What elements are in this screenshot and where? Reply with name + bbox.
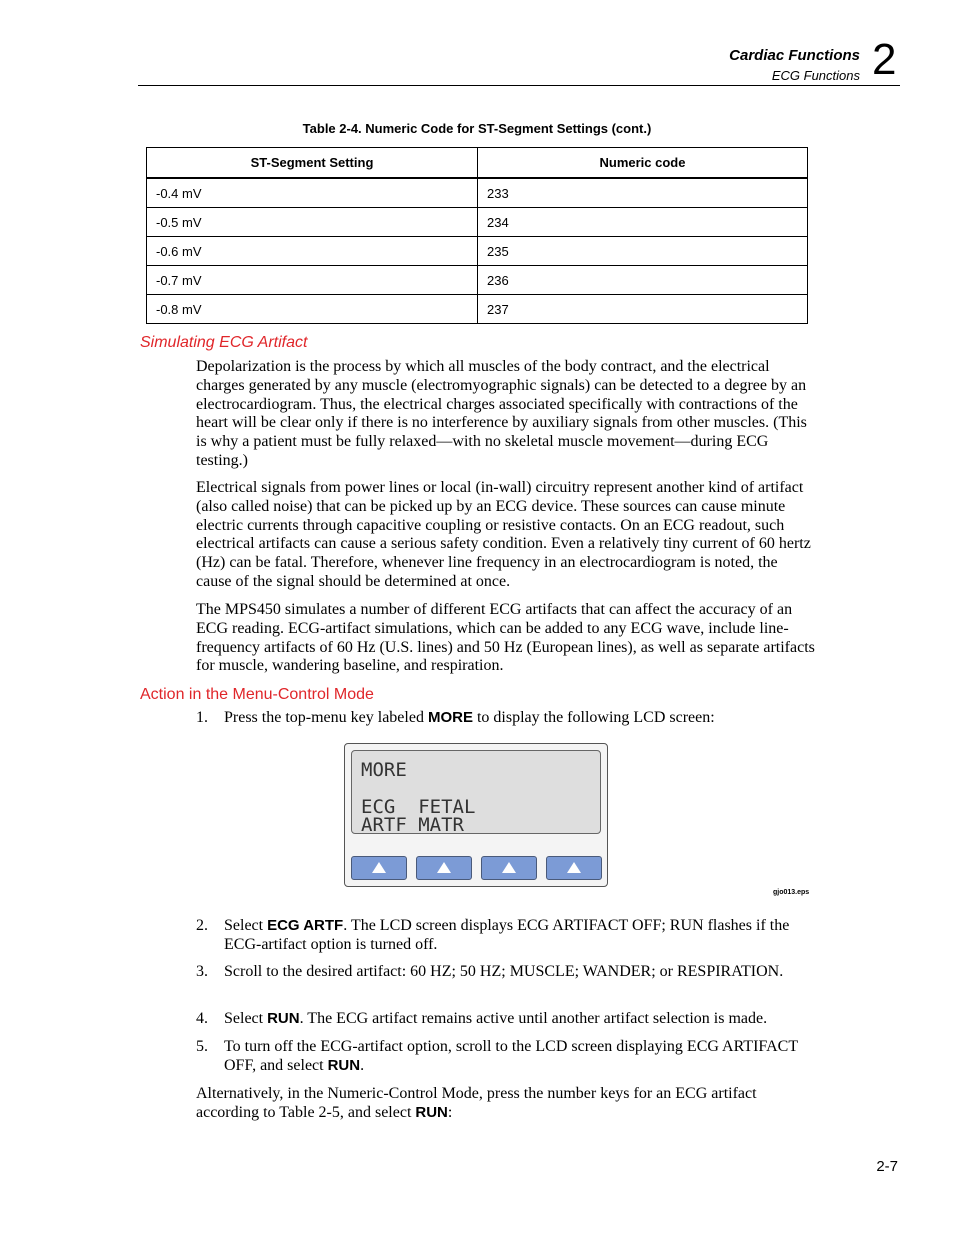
figure-id: gjo013.eps <box>773 889 810 896</box>
lcd-panel <box>344 743 608 887</box>
key-label-run: RUN <box>267 1010 300 1027</box>
table-cell-setting: -0.6 mV <box>147 237 478 266</box>
table-header-row <box>147 148 808 179</box>
table-caption: Table 2-4. Numeric Code for ST-Segment Settings (cont.) <box>302 121 652 136</box>
arrow-up-icon <box>437 862 451 873</box>
step-text: Select <box>224 1010 268 1027</box>
table-row <box>147 295 808 324</box>
key-label-ecg-artf: ECG ARTF <box>267 917 344 934</box>
paragraph-text: Alternatively, in the Numeric-Control Mode, press the number keys for an ECG artifact according to Table 2-5, and select <box>196 1085 757 1121</box>
step-1 <box>196 709 816 728</box>
column-header-setting: ST-Segment Setting <box>147 148 478 179</box>
key-label-more: MORE <box>427 709 473 726</box>
table-row <box>147 266 808 295</box>
chapter-number: 2 <box>872 35 897 84</box>
step-text: To turn off the ECG-artifact option, scroll to the LCD screen displaying ECG ARTIFACT OFF, and select <box>224 1038 798 1074</box>
step-text: to display the following LCD screen: <box>472 709 715 726</box>
step-text: Select <box>224 917 268 934</box>
softkey-4-button[interactable] <box>546 856 602 880</box>
key-label-run: RUN <box>327 1056 361 1074</box>
table-cell-setting: -0.8 mV <box>147 295 478 324</box>
table-cell-setting: -0.5 mV <box>147 208 478 237</box>
paragraph-text: : <box>447 1103 453 1121</box>
step-2 <box>196 917 816 955</box>
paragraph-depolarization: Depolarization is the process by which all muscles of the body contract, and the electrical charges generated by any muscle (electromyographic signals) can be detected to a degree by an electrocardiogram. Thus, the electrical charges associated specifically with contractions of the heart will be clear only if there is no interference by auxiliary signals from other muscles. (This is why a patient must be fully relaxed—with no skeletal muscle movement—during ECG testing.) <box>196 358 807 469</box>
table-cell-code: 234 <box>478 208 808 237</box>
paragraph-electrical-signals: Electrical signals from power lines or local (in-wall) circuitry represent another kind of artifact (also called noise) that can be picked up by an ECG device. These sources can cause minute electric currents through capacitive coupling or resistive contacts. On an ECG readout, such electrical artifacts can cause a serious safety condition. Even a relatively tiny current of 60 hertz (Hz) can be fatal. Therefore, whenever line frequency in an electrocardiogram is noted, the cause of the signal should be determined at once. <box>196 479 811 590</box>
table-cell-setting: -0.4 mV <box>147 178 478 208</box>
step-text: Scroll to the desired artifact: 60 HZ; 50 HZ; MUSCLE; WANDER; or RESPIRATION. <box>224 963 784 980</box>
table-row <box>147 208 808 237</box>
step-number: 5. <box>196 1038 208 1055</box>
step-5 <box>196 1038 816 1076</box>
paragraph-alternatively <box>196 1085 816 1123</box>
lcd-line-1: MORE <box>361 759 407 781</box>
table-row <box>147 237 808 266</box>
step-3 <box>196 963 816 982</box>
step-text: . The ECG artifact remains active until another artifact selection is made. <box>299 1010 768 1027</box>
step-4 <box>196 1010 816 1029</box>
lcd-screen <box>351 750 601 834</box>
key-label-run: RUN <box>415 1103 448 1121</box>
arrow-up-icon <box>567 862 581 873</box>
header-rule <box>138 85 900 86</box>
table-row <box>147 178 808 208</box>
lcd-line-3: ECG FETAL <box>361 796 476 818</box>
table-cell-code: 235 <box>478 237 808 266</box>
st-segment-table <box>146 147 808 324</box>
step-text: . <box>360 1056 365 1074</box>
section-heading: Simulating ECG Artifact <box>140 334 308 351</box>
step-number: 3. <box>196 963 208 980</box>
softkey-2-button[interactable] <box>416 856 472 880</box>
step-text: . The LCD screen displays ECG ARTIFACT OFF; RUN flashes if the ECG-artifact option is turned off. <box>224 917 790 953</box>
arrow-up-icon <box>372 862 386 873</box>
table-cell-code: 237 <box>478 295 808 324</box>
softkey-1-button[interactable] <box>351 856 407 880</box>
column-header-code: Numeric code <box>478 148 808 179</box>
step-number: 2. <box>196 917 208 934</box>
arrow-up-icon <box>502 862 516 873</box>
table-cell-code: 233 <box>478 178 808 208</box>
running-header-title: Cardiac Functions <box>729 47 860 64</box>
page-number: 2-7 <box>876 1158 898 1175</box>
softkey-3-button[interactable] <box>481 856 537 880</box>
subsection-heading: Action in the Menu-Control Mode <box>140 686 374 703</box>
table-cell-setting: -0.7 mV <box>147 266 478 295</box>
lcd-line-4: ARTF MATR <box>361 814 464 836</box>
running-header-subtitle: ECG Functions <box>771 68 860 83</box>
step-text: Press the top-menu key labeled <box>224 709 428 726</box>
step-number: 1. <box>196 709 208 726</box>
step-number: 4. <box>196 1010 208 1027</box>
table-cell-code: 236 <box>478 266 808 295</box>
paragraph-mps450: The MPS450 simulates a number of different ECG artifacts that can affect the accuracy of an ECG reading. ECG-artifact simulations, which can be added to any ECG wave, include line-frequency artifacts of 60 Hz (U.S. lines) and 50 Hz (European lines), as well as separate artifacts for muscle, wandering baseline, and respiration. <box>196 601 815 675</box>
